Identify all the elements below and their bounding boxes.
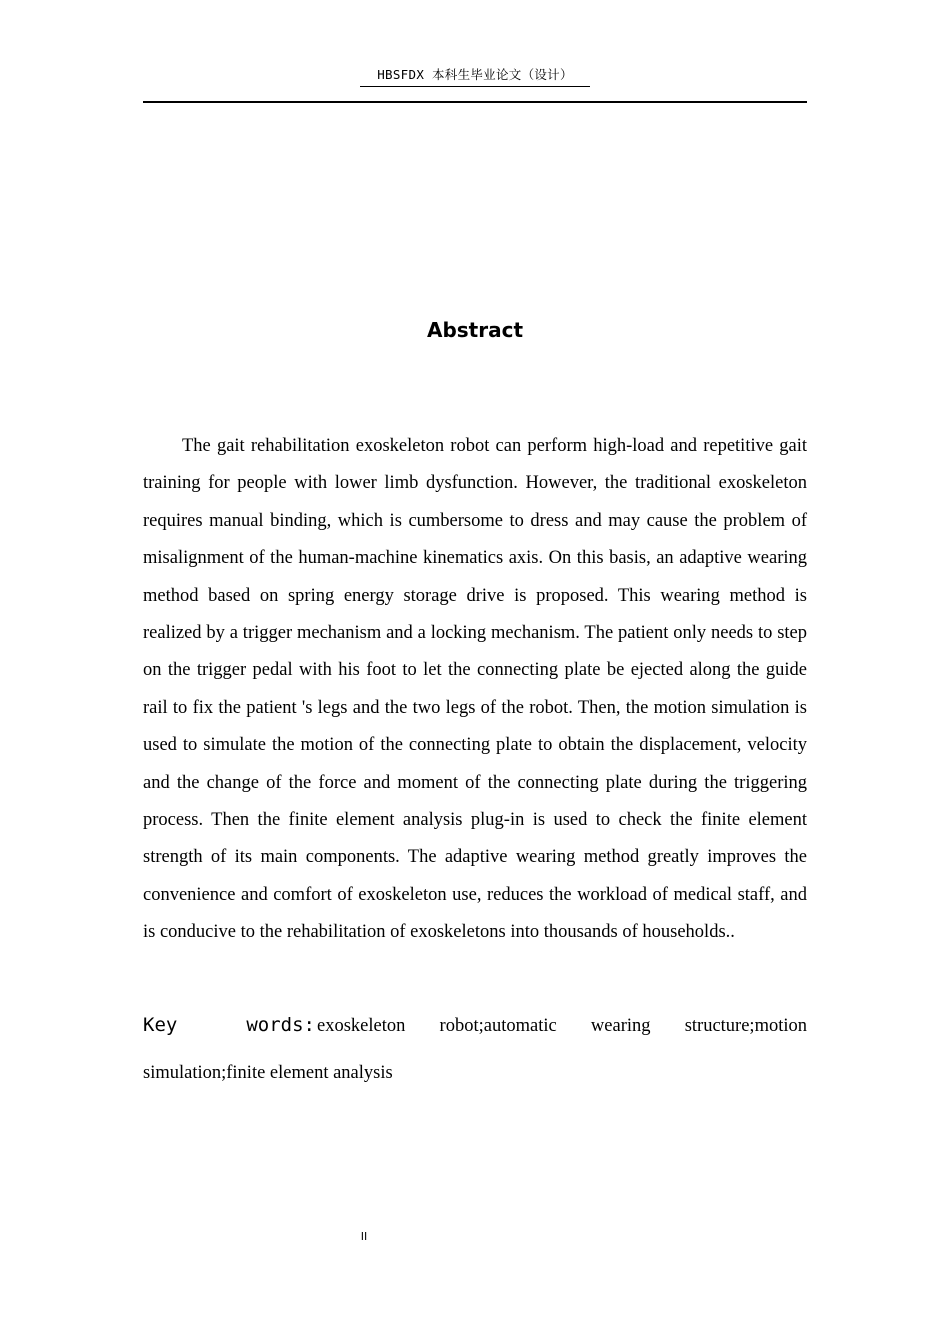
abstract-title: Abstract [426, 318, 524, 342]
keywords-line [143, 1002, 807, 1097]
header-underline [360, 86, 590, 87]
keywords-text: exoskeleton robot;automatic wearing structure;motion simulation;finite element analysis [143, 1016, 807, 1083]
running-header: HBSFDX 本科生毕业论文（设计） [377, 67, 573, 82]
abstract-body: The gait rehabilitation exoskeleton robot can perform high-load and repetitive gait training for people with lower limb dysfunction. However, the traditional exoskeleton requires manual binding, which is cumbersome to dress and may cause the problem of misalignment of the human-machine kinematics axis. On this basis, an adaptive wearing method based on spring energy storage drive is proposed. This wearing method is realized by a trigger mechanism and a locking mechanism. The patient only needs to step on the trigger pedal with his foot to let the connecting plate be ejected along the guide rail to fix the patient 's legs and the two legs of the robot. Then, the motion simulation is used to simulate the motion of the connecting plate to obtain the displacement, velocity and the change of the force and moment of the connecting plate during the triggering process. Then the finite element analysis plug-in is used to check the finite element strength of its main components. The adaptive wearing method greatly improves the convenience and comfort of exoskeleton use, reduces the workload of medical staff, and is conducive to the rehabilitation of exoskeletons into thousands of households.. [143, 436, 807, 943]
page-number: II [360, 1230, 368, 1243]
keywords-label: Key words: [143, 1014, 315, 1036]
header-rule [143, 101, 807, 103]
